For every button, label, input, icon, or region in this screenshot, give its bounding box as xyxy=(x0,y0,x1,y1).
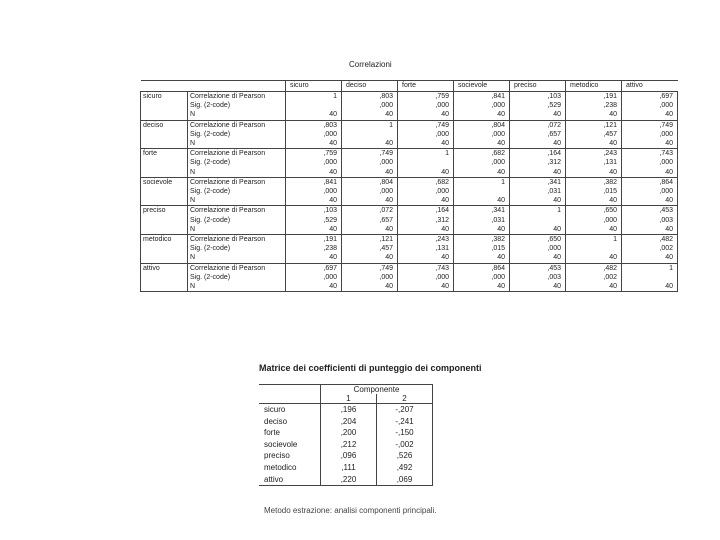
corr-cell: 1 xyxy=(342,120,398,130)
corr-cell: ,650 xyxy=(566,206,622,216)
corr-cell: 40 xyxy=(566,282,622,292)
corr-cell: 1 xyxy=(622,263,678,273)
corr-cell: ,749 xyxy=(342,263,398,273)
corr-cell: ,841 xyxy=(454,92,510,102)
corr-cell: 40 xyxy=(454,225,510,235)
corr-cell: 40 xyxy=(454,282,510,292)
corr-column-header: attivo xyxy=(622,81,678,92)
corr-cell xyxy=(286,101,342,110)
score-variable-label: preciso xyxy=(264,451,290,461)
corr-row xyxy=(141,101,678,110)
corr-cell: ,243 xyxy=(566,149,622,159)
corr-stat-label: N xyxy=(188,168,286,178)
corr-stat-label: Sig. (2-code) xyxy=(188,273,286,282)
corr-cell: ,743 xyxy=(398,263,454,273)
corr-cell: 40 xyxy=(398,110,454,120)
corr-cell: ,650 xyxy=(510,235,566,245)
corr-cell: ,031 xyxy=(510,187,566,196)
corr-cell: ,000 xyxy=(454,158,510,167)
corr-cell: ,000 xyxy=(622,101,678,110)
corr-cell: ,749 xyxy=(342,149,398,159)
correlations-table xyxy=(140,80,678,292)
score-matrix-title: Matrice dei coefficienti di punteggio dei componenti xyxy=(259,363,482,373)
corr-cell: 40 xyxy=(454,253,510,263)
corr-variable-label xyxy=(141,130,188,139)
corr-cell: ,072 xyxy=(510,120,566,130)
score-cell: ,220 xyxy=(321,474,377,486)
corr-cell: 40 xyxy=(622,110,678,120)
corr-cell: ,031 xyxy=(454,216,510,225)
corr-cell: ,457 xyxy=(342,244,398,253)
corr-cell: ,000 xyxy=(622,158,678,167)
score-cell: -,002 xyxy=(377,439,433,451)
corr-cell: ,000 xyxy=(398,187,454,196)
score-cell: ,526 xyxy=(377,450,433,462)
corr-cell xyxy=(566,244,622,253)
corr-cell: 1 xyxy=(286,92,342,102)
corr-cell: 40 xyxy=(510,196,566,206)
corr-variable-label xyxy=(141,139,188,149)
corr-variable-label xyxy=(141,216,188,225)
corr-cell: 1 xyxy=(510,206,566,216)
corr-cell: ,003 xyxy=(622,216,678,225)
corr-cell: 40 xyxy=(510,253,566,263)
corr-cell: 1 xyxy=(454,177,510,187)
corr-row xyxy=(141,149,678,159)
corr-cell: ,000 xyxy=(622,130,678,139)
corr-cell: 40 xyxy=(454,110,510,120)
corr-cell: 40 xyxy=(566,168,622,178)
corr-variable-label xyxy=(141,253,188,263)
corr-row xyxy=(141,92,678,102)
corr-cell: ,000 xyxy=(454,130,510,139)
corr-cell: ,312 xyxy=(398,216,454,225)
corr-column-header: socievole xyxy=(454,81,510,92)
corr-cell: ,000 xyxy=(454,101,510,110)
corr-cell: 40 xyxy=(566,110,622,120)
corr-cell: ,841 xyxy=(286,177,342,187)
corr-variable-label: preciso xyxy=(141,206,188,216)
corr-stat-label: Sig. (2-code) xyxy=(188,216,286,225)
score-row xyxy=(259,404,433,416)
corr-variable-label: sicuro xyxy=(141,92,188,102)
corr-cell: 40 xyxy=(286,168,342,178)
score-variable-label: sicuro xyxy=(264,405,286,414)
corr-cell: 40 xyxy=(622,282,678,292)
corr-row xyxy=(141,225,678,235)
score-component-header: Componente xyxy=(321,385,433,395)
corr-cell: ,000 xyxy=(286,158,342,167)
score-row xyxy=(259,474,433,486)
score-variable-label: attivo xyxy=(259,474,321,486)
corr-cell: ,312 xyxy=(510,158,566,167)
corr-cell xyxy=(342,130,398,139)
corr-cell: 40 xyxy=(398,139,454,149)
score-row xyxy=(259,427,433,439)
corr-cell: ,191 xyxy=(566,92,622,102)
corr-cell: 40 xyxy=(510,110,566,120)
corr-cell: 40 xyxy=(398,225,454,235)
corr-variable-label xyxy=(141,244,188,253)
corr-cell: ,000 xyxy=(398,273,454,282)
corr-row xyxy=(141,244,678,253)
corr-cell: 1 xyxy=(566,235,622,245)
corr-cell: 40 xyxy=(342,253,398,263)
score-variable-label: deciso xyxy=(264,416,288,426)
score-row xyxy=(259,439,433,451)
corr-cell: ,682 xyxy=(454,149,510,159)
corr-cell: ,000 xyxy=(454,273,510,282)
corr-cell: 40 xyxy=(286,225,342,235)
corr-cell: 40 xyxy=(286,110,342,120)
corr-cell: ,804 xyxy=(454,120,510,130)
corr-column-header: sicuro xyxy=(286,81,342,92)
corr-cell: ,759 xyxy=(398,92,454,102)
corr-stat-label: Correlazione di Pearson xyxy=(188,120,286,130)
corr-cell: ,864 xyxy=(454,263,510,273)
corr-row xyxy=(141,120,678,130)
corr-cell: ,657 xyxy=(510,130,566,139)
corr-variable-label xyxy=(141,225,188,235)
corr-column-header: metodico xyxy=(566,81,622,92)
score-row xyxy=(259,416,433,428)
corr-cell: ,238 xyxy=(286,244,342,253)
corr-cell: ,457 xyxy=(566,130,622,139)
corr-variable-label xyxy=(141,158,188,167)
corr-stat-label: Sig. (2-code) xyxy=(188,130,286,139)
corr-row xyxy=(141,282,678,292)
corr-cell: ,103 xyxy=(510,92,566,102)
corr-cell: ,238 xyxy=(566,101,622,110)
score-cell: ,069 xyxy=(377,474,433,486)
corr-variable-label xyxy=(141,187,188,196)
corr-cell: 1 xyxy=(398,149,454,159)
corr-column-header: deciso xyxy=(342,81,398,92)
corr-cell xyxy=(398,158,454,167)
corr-cell xyxy=(622,273,678,282)
score-matrix-table xyxy=(259,384,433,486)
score-cell: -,150 xyxy=(377,427,433,439)
corr-stat-label: N xyxy=(188,253,286,263)
corr-column-header: preciso xyxy=(510,81,566,92)
corr-cell: ,072 xyxy=(342,206,398,216)
corr-cell xyxy=(454,187,510,196)
corr-cell: ,000 xyxy=(622,187,678,196)
corr-row xyxy=(141,139,678,149)
corr-cell: ,000 xyxy=(342,101,398,110)
corr-variable-label xyxy=(141,196,188,206)
score-cell: ,200 xyxy=(321,427,377,439)
corr-cell: 40 xyxy=(566,196,622,206)
corr-stat-label: Correlazione di Pearson xyxy=(188,235,286,245)
corr-stat-label: N xyxy=(188,282,286,292)
corr-cell: 40 xyxy=(398,253,454,263)
corr-cell: ,657 xyxy=(342,216,398,225)
corr-cell: ,482 xyxy=(566,263,622,273)
corr-cell: ,003 xyxy=(510,273,566,282)
corr-cell: 40 xyxy=(510,168,566,178)
corr-cell: 40 xyxy=(622,139,678,149)
corr-cell: 40 xyxy=(454,168,510,178)
score-variable-label: metodico xyxy=(264,462,297,472)
corr-stat-label: Sig. (2-code) xyxy=(188,244,286,253)
corr-cell: 40 xyxy=(398,168,454,178)
score-cell: -,241 xyxy=(377,416,433,428)
corr-row xyxy=(141,273,678,282)
corr-stat-label: Correlazione di Pearson xyxy=(188,149,286,159)
corr-cell: 40 xyxy=(566,139,622,149)
corr-row xyxy=(141,206,678,216)
corr-variable-label: deciso xyxy=(141,120,188,130)
corr-stat-label: Correlazione di Pearson xyxy=(188,177,286,187)
corr-cell: 40 xyxy=(342,139,398,149)
corr-cell: ,000 xyxy=(398,130,454,139)
corr-cell: ,000 xyxy=(286,273,342,282)
corr-stat-label: Sig. (2-code) xyxy=(188,158,286,167)
corr-cell: 40 xyxy=(398,196,454,206)
corr-cell: ,015 xyxy=(566,187,622,196)
corr-cell: 40 xyxy=(342,225,398,235)
score-cell: ,492 xyxy=(377,462,433,474)
score-variable-label: forte xyxy=(264,428,281,438)
corr-cell: 40 xyxy=(566,225,622,235)
corr-cell: 40 xyxy=(454,196,510,206)
score-cell: ,111 xyxy=(321,462,377,474)
corr-cell: 40 xyxy=(566,253,622,263)
corr-variable-label: socievole xyxy=(141,177,188,187)
corr-cell: 40 xyxy=(510,225,566,235)
corr-cell: 40 xyxy=(286,196,342,206)
corr-cell: ,529 xyxy=(286,216,342,225)
corr-cell: ,804 xyxy=(342,177,398,187)
corr-stat-label: N xyxy=(188,196,286,206)
corr-row xyxy=(141,187,678,196)
corr-cell: ,121 xyxy=(342,235,398,245)
corr-stat-label: Correlazione di Pearson xyxy=(188,206,286,216)
corr-stat-label: Correlazione di Pearson xyxy=(188,263,286,273)
corr-cell: ,529 xyxy=(510,101,566,110)
corr-cell: ,453 xyxy=(622,206,678,216)
corr-cell: 40 xyxy=(342,168,398,178)
corr-header-blank xyxy=(141,81,286,92)
corr-cell: ,000 xyxy=(342,273,398,282)
corr-variable-label xyxy=(141,168,188,178)
corr-cell: ,000 xyxy=(566,216,622,225)
corr-cell: ,482 xyxy=(622,235,678,245)
corr-cell: ,749 xyxy=(622,120,678,130)
corr-row xyxy=(141,177,678,187)
corr-cell: ,000 xyxy=(342,187,398,196)
corr-cell: 40 xyxy=(286,253,342,263)
corr-cell: 40 xyxy=(286,282,342,292)
corr-cell: ,759 xyxy=(286,149,342,159)
corr-cell: ,000 xyxy=(510,244,566,253)
corr-cell: ,453 xyxy=(510,263,566,273)
corr-stat-label: N xyxy=(188,225,286,235)
corr-cell: ,002 xyxy=(566,273,622,282)
corr-cell: 40 xyxy=(622,196,678,206)
corr-cell: 40 xyxy=(398,282,454,292)
corr-cell: ,243 xyxy=(398,235,454,245)
corr-row xyxy=(141,110,678,120)
corr-cell: 40 xyxy=(622,168,678,178)
corr-cell: 40 xyxy=(286,139,342,149)
corr-cell: ,803 xyxy=(286,120,342,130)
corr-cell: 40 xyxy=(342,110,398,120)
corr-stat-label: N xyxy=(188,139,286,149)
score-cell: ,196 xyxy=(321,404,377,416)
score-variable-label: socievole xyxy=(264,439,298,449)
corr-stat-label: Sig. (2-code) xyxy=(188,187,286,196)
score-header-blank xyxy=(259,385,321,395)
corr-cell: ,697 xyxy=(286,263,342,273)
score-component-number: 2 xyxy=(377,394,433,404)
corr-row xyxy=(141,168,678,178)
corr-row xyxy=(141,235,678,245)
corr-cell: ,191 xyxy=(286,235,342,245)
corr-cell: ,000 xyxy=(398,101,454,110)
corr-cell: ,864 xyxy=(622,177,678,187)
corr-variable-label: attivo xyxy=(141,263,188,273)
corr-stat-label: Sig. (2-code) xyxy=(188,101,286,110)
corr-cell: 40 xyxy=(454,139,510,149)
correlations-title: Correlazioni xyxy=(349,60,392,69)
corr-cell: 40 xyxy=(622,225,678,235)
corr-column-header: forte xyxy=(398,81,454,92)
score-cell: -,207 xyxy=(377,404,433,416)
corr-cell: ,682 xyxy=(398,177,454,187)
score-component-number: 1 xyxy=(321,394,377,404)
corr-cell: ,121 xyxy=(566,120,622,130)
corr-cell: 40 xyxy=(510,282,566,292)
corr-cell: 40 xyxy=(510,139,566,149)
corr-variable-label xyxy=(141,273,188,282)
corr-cell: ,749 xyxy=(398,120,454,130)
corr-cell: ,341 xyxy=(510,177,566,187)
corr-cell: 40 xyxy=(342,196,398,206)
corr-cell: ,743 xyxy=(622,149,678,159)
corr-stat-label: Correlazione di Pearson xyxy=(188,92,286,102)
corr-cell: ,103 xyxy=(286,206,342,216)
extraction-method-note: Metodo estrazione: analisi componenti principali. xyxy=(264,506,437,515)
score-cell: ,212 xyxy=(321,439,377,451)
corr-cell: ,803 xyxy=(342,92,398,102)
corr-cell: 40 xyxy=(622,253,678,263)
corr-cell: ,131 xyxy=(566,158,622,167)
corr-cell: ,164 xyxy=(510,149,566,159)
corr-cell: ,382 xyxy=(454,235,510,245)
corr-variable-label xyxy=(141,282,188,292)
corr-cell: ,164 xyxy=(398,206,454,216)
corr-cell: ,015 xyxy=(454,244,510,253)
corr-row xyxy=(141,263,678,273)
corr-cell: ,131 xyxy=(398,244,454,253)
score-row xyxy=(259,462,433,474)
corr-variable-label xyxy=(141,110,188,120)
corr-cell: ,000 xyxy=(286,130,342,139)
corr-cell: 40 xyxy=(342,282,398,292)
corr-row xyxy=(141,130,678,139)
correlations-header-row xyxy=(141,81,678,92)
corr-cell: ,002 xyxy=(622,244,678,253)
corr-row xyxy=(141,196,678,206)
corr-cell xyxy=(510,216,566,225)
score-subheader-row xyxy=(259,394,433,404)
corr-variable-label: forte xyxy=(141,149,188,159)
score-row xyxy=(259,450,433,462)
corr-stat-label: N xyxy=(188,110,286,120)
corr-variable-label: metodico xyxy=(141,235,188,245)
corr-row xyxy=(141,158,678,167)
corr-cell: ,382 xyxy=(566,177,622,187)
score-cell: ,096 xyxy=(321,450,377,462)
score-cell: ,204 xyxy=(321,416,377,428)
corr-variable-label xyxy=(141,101,188,110)
score-header-row xyxy=(259,385,433,395)
corr-cell: ,341 xyxy=(454,206,510,216)
corr-row xyxy=(141,253,678,263)
score-header-blank xyxy=(259,394,321,404)
corr-cell: ,000 xyxy=(286,187,342,196)
corr-row xyxy=(141,216,678,225)
corr-cell: ,697 xyxy=(622,92,678,102)
corr-cell: ,000 xyxy=(342,158,398,167)
